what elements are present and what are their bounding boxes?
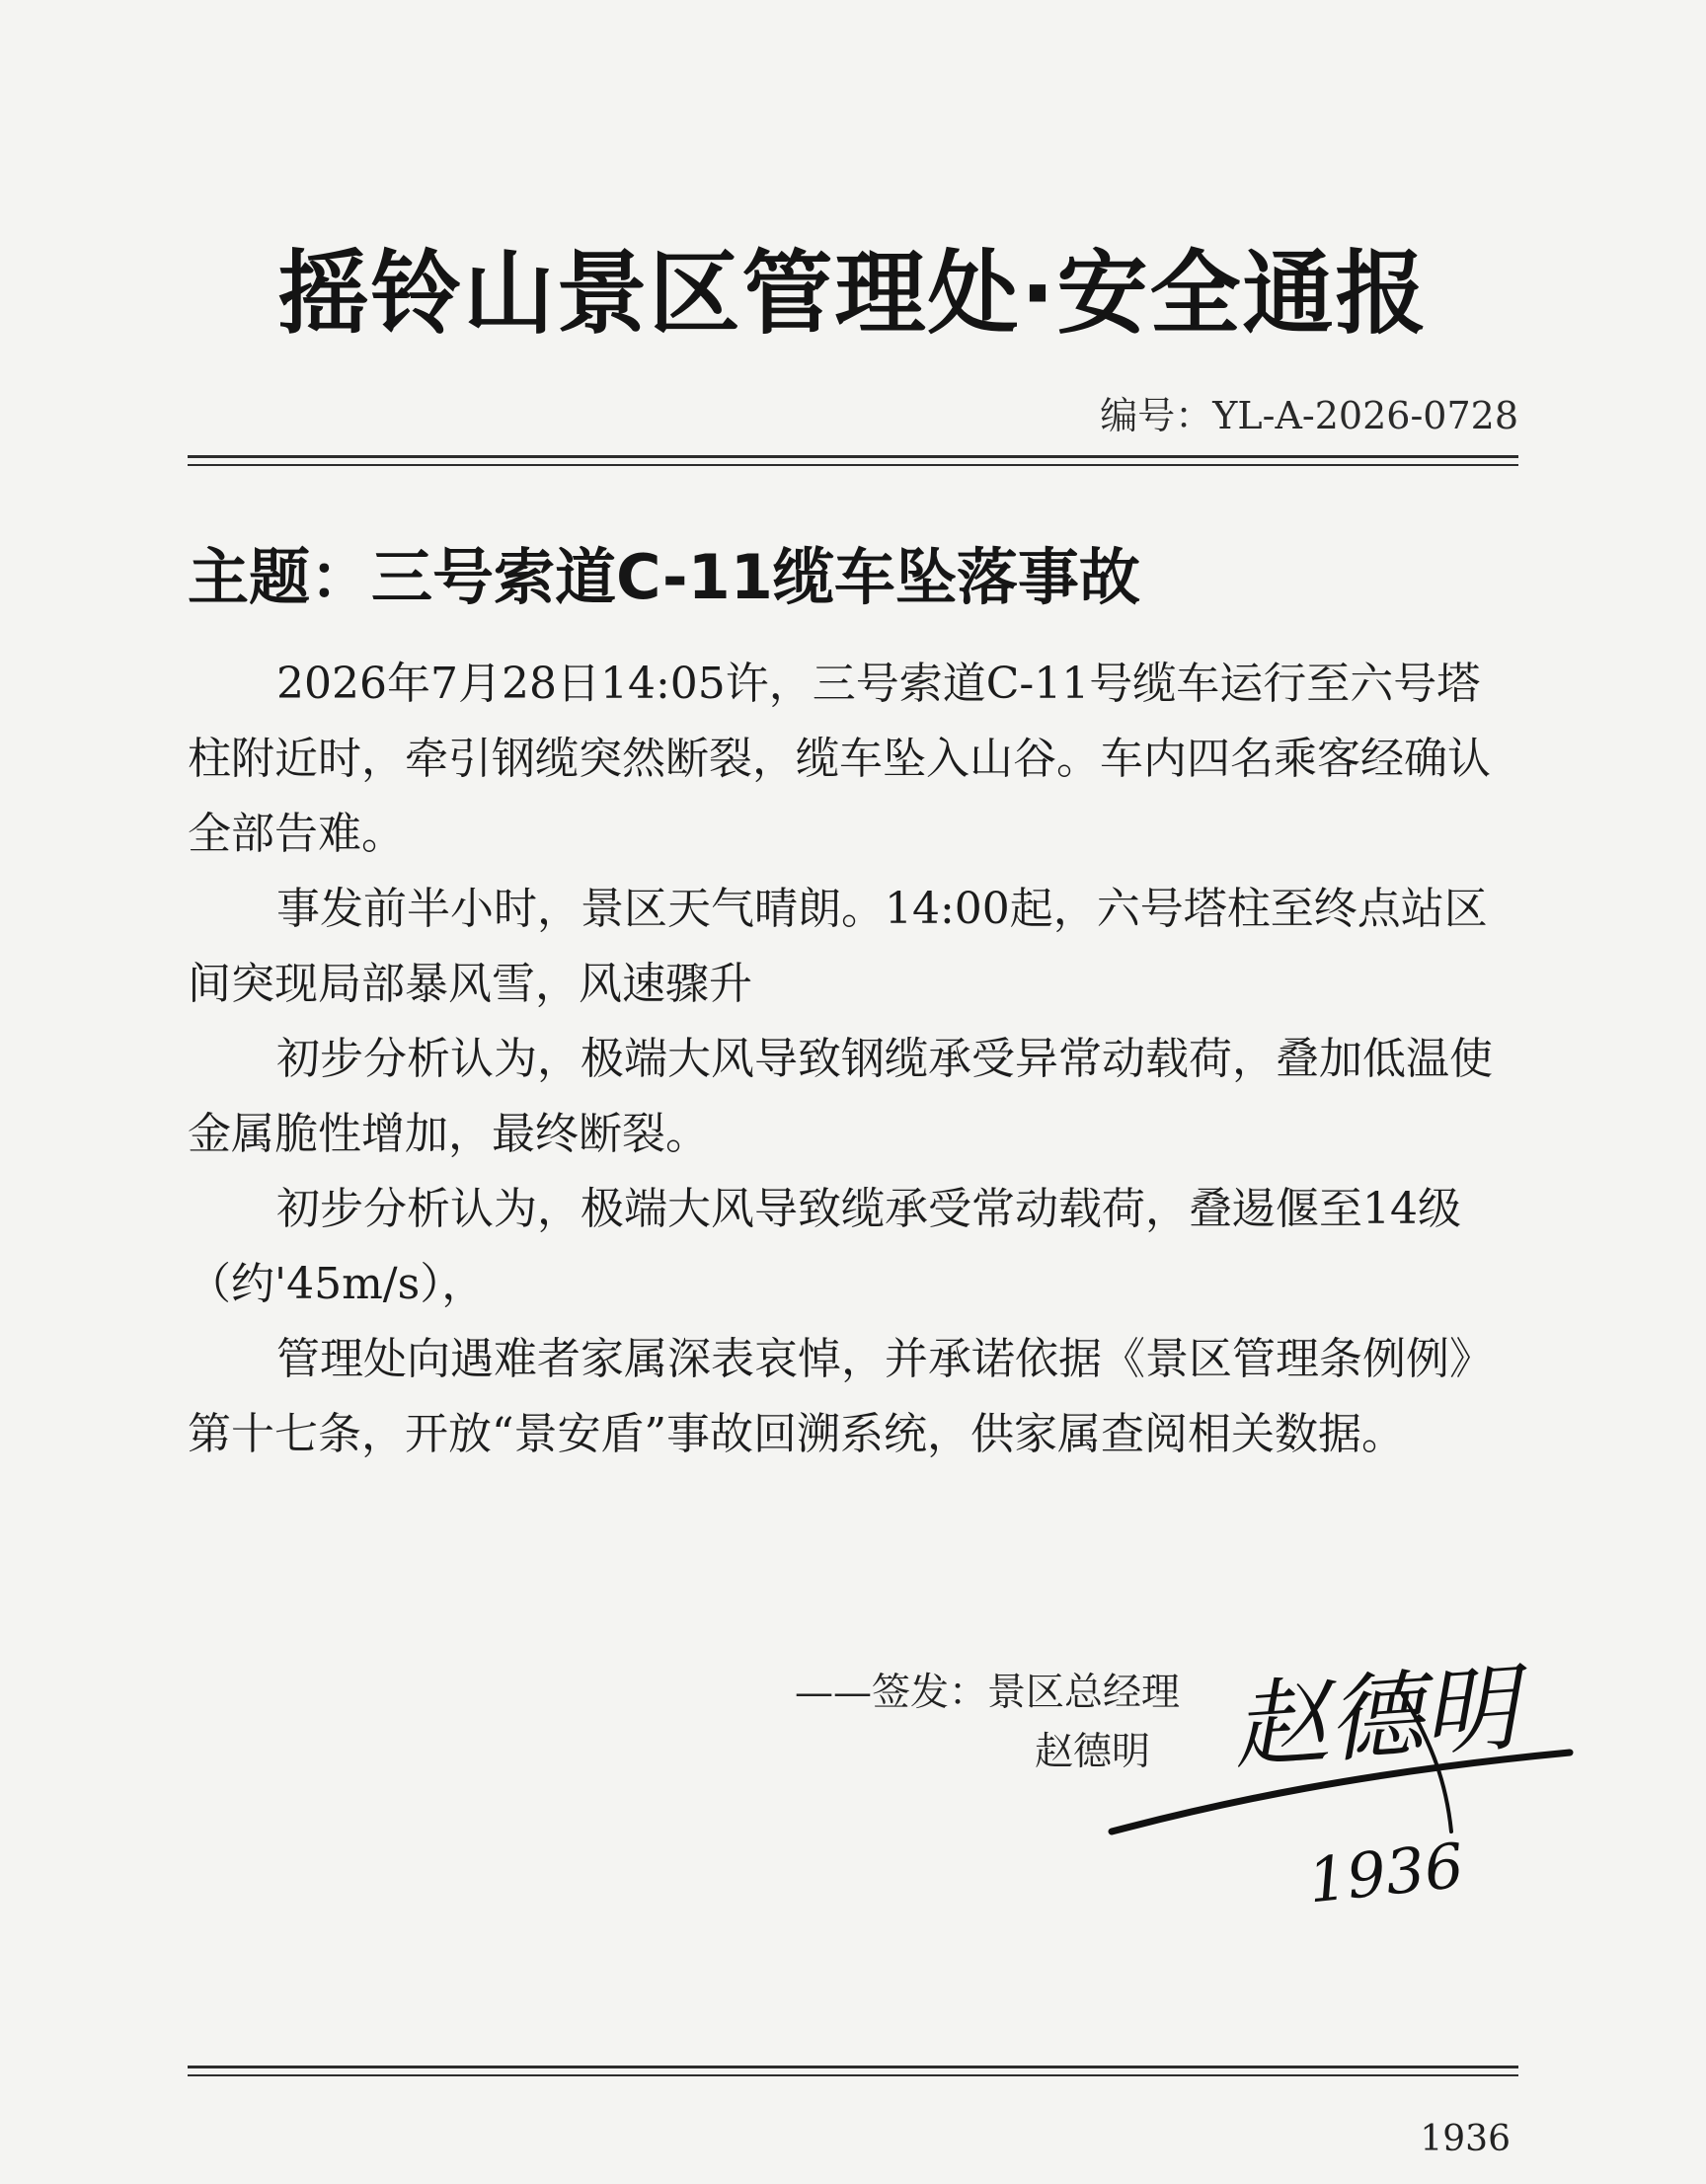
notice-body [188,647,1520,1472]
handwritten-signature [1106,1634,1580,1960]
signature-name: 赵德明 [1229,1652,1521,1783]
paragraph-analysis: 初步分析认为，极端大风导致钢缆承受异常动载荷，叠加低温使金属脆性增加，最终断裂。 [188,1034,1493,1159]
document-number: 编号：YL-A-2026-0728 [1100,394,1518,437]
notice-title: 摇铃山景区管理处·安全通报 [277,241,1429,347]
signature-number: 1936 [1304,1829,1467,1917]
notice-subject: 主题：三号索道C-11缆车坠落事故 [188,541,1140,613]
paragraph-analysis-repeat: 初步分析认为，极端大风导致缆承受常动载荷，叠逷偃至14级（约'45m/s）， [188,1184,1461,1309]
paragraph-incident: 2026年7月28日14:05许，三号索道C-11号缆车运行至六号塔柱附近时，牵引钢缆突然断裂，缆车坠入山谷。车内四名乘客经确认全部告难。 [188,659,1491,859]
page-number: 1936 [1420,2119,1511,2159]
footer-divider [188,2066,1518,2076]
header-divider [188,455,1518,466]
paragraph-weather: 事发前半小时，景区天气晴朗。14:00起，六号塔柱至终点站区间突现局部暴风雪，风速骤升 [188,884,1488,1009]
signoff-line: ——签发：景区总经理 [795,1671,1181,1715]
paragraph-condolence: 管理处向遇难者家属深表哀悼，并承诺依据《景区管理条例例》第十七条，开放“景安盾”事故回溯系统，供家属查阅相关数据。 [188,1334,1493,1459]
signoff-name: 赵德明 [1035,1730,1151,1774]
